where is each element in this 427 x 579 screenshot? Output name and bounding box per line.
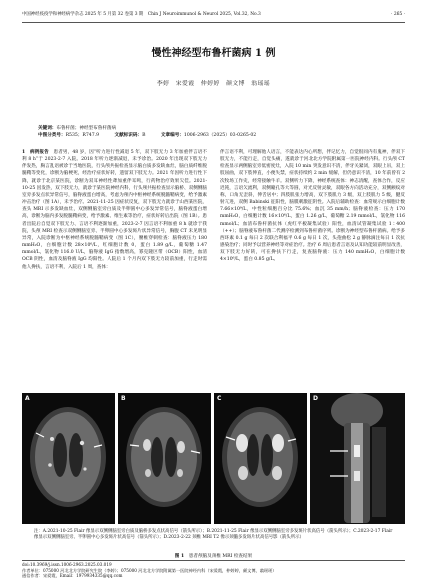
doc-code-value: B [142, 132, 146, 138]
panel-label: B [121, 395, 126, 402]
brain-mri-image [214, 393, 307, 524]
section-heading: 1 病例报告 [22, 150, 49, 155]
body-left-column [22, 149, 207, 271]
body-right-column [220, 149, 405, 264]
spine-mri-image [310, 393, 405, 524]
article-title: 慢性神经型布鲁杆菌病 1 例 [151, 48, 276, 59]
figure-title [0, 553, 427, 559]
corresponding-author: 通信作者：宋爱霞，Email：1979934335@qq.com [22, 573, 123, 579]
figure-caption: 注：A.2021-10-25 Flair 像显示双侧侧脑室旁白质及脑桥多发点状高信号（箭头所示）；B.2021-11-25 Flair 像显示双侧侧脑室旁多发斑片状高信号（箭头所示）；C.2023-2-17 Flair 像显示双侧侧脑室旁、半卵圆中心多发斑片状高信号（箭头所示）；D.2023-2-22 颈椎 MRI T2 像示颈髓多发斑片状高信号影（箭头所示） [34, 529, 393, 541]
brain-mri-image [22, 393, 115, 524]
article-meta [38, 126, 398, 139]
keywords-label: 关键词： [38, 126, 57, 131]
author-list: 李婷 宋爱霞 仲婷婷 颜文博 翁瑶瑶 [156, 81, 271, 87]
clc-value: R535；R747.9 [65, 132, 100, 138]
clc-label: 中图分类号： [38, 132, 66, 138]
mri-panel-d [310, 393, 405, 524]
mri-figure [22, 393, 405, 526]
keywords-row [38, 126, 398, 133]
doi: doi:10.3969/j.issn.1006-2963.2025.03.019 [22, 562, 112, 567]
figure-label: 图 1 [174, 554, 185, 559]
mri-panel-b [118, 393, 211, 524]
classification-row [38, 133, 398, 140]
panel-label: D [313, 395, 318, 402]
body-paragraph: 伴言语不利，可理解他人语言，不能表达内心所想，伴记忆力，自觉很同内有鬼神，伴双下肢无力，不能行走，自觉头痛，遂就诊于河北北方学院附属第一医院神经内科。行头颅 CT 检查显示两侧脑室旁低密度灶，入院 10 min 突发意识不清，伴牙关紧闭，双眼上吊，双上肢屈曲，双下肢伸直，小便失禁，症状持续约 2 min 缓解，但仍意识不清，10 年前曾有 2 次牧场工作史，经常接触牛羊。双侧听力下降，神经系统查体：神志清醒，查体合作，反应迟钝，言语欠流利，双侧瞳孔等大等圆，对光反射灵敏，双眼各方向活动充分，双侧额纹对称，口角无歪斜，伸舌居中；四肢肌张力增高，双下肢肌力 3 级，双上肢肌力 5 级，腱反射亢进，双侧 Babinski 征阳性，脑膜刺激征阴性。入院后辅助检查：血常规示白细胞计数 7.66×10⁹/L，中性粒细胞百分比 75.6%；血沉 35 mm/h；脑脊液检查：压力 170 mmH₂O，白细胞计数 16×10⁶/L，蛋白 1.26 g/L，葡萄糖 2.19 mmol/L，氯化物 116 mmol/L；血清布鲁杆菌抗体（虎红平板凝集试验）阳性，血清试管凝集试验 1∶400（++）；脑脊液布鲁杆菌二代测序检测到布鲁杆菌序列。诊断为神经型布鲁杆菌病。给予多西环素 0.1 g 每日 2 次联合利福平 0.6 g 每日 1 次，头孢曲松 2 g 静脉滴注每日 1 次抗感染治疗；同时予以营养神经等对症治疗。治疗 6 周后患者言语及认知功能较前明显改善，双下肢无力好转，可在搀扶下行走，复查脑脊液：压力 140 mmH₂O，白细胞计数 4×10⁶/L，蛋白 0.85 g/L。 [220, 150, 406, 263]
body-paragraph: 患者男，48 岁，因“听力进行性减退 5 年，双下肢无力 3 年加重伴言语不利 8 h”于 2023-2-7 入院。2018 年听力逐渐减退，未予诊治。2020 年出现双下肢无力伴发热，胸言乱语被诊于当地医院，行头颅共振检查显示脑白质多发缺血灶，脑白质纤维脱髓鞘等变化，诊断为脑梗死，经治疗症状好转，遗留双下肢无力。2021 年因听力进行性下降，就诊于北京某医院，诊断为双耳神经性聋加重伴耳鸣，行药物治疗效果欠佳。2021-10-25 因发热，双下肢无力，就诊于某医院神经内科，行头颅共振检查显示脑桥、双侧侧脑室旁多发点状异常信号，脑脊液蛋白增高，考虑为颅内中枢神经系统脱髓鞘病变，给予激素冲击治疗（图 1A），未予治疗。2021-11-25 因症状反复，双下肢无力就诊于山西某医院，查头 MRI 示多发缺血灶，双侧侧脑室旁白质及半卵圆中心多发异常信号，脑脊液蛋白增高，诊断为脑内多发脱髓鞘病变，给予激素、维生素等治疗，症状好转后出院（图 1B）。患者出院后自觉双下肢无力、言语不利逐渐加重，2023-2-7 因言语不利加重 8 h 就诊于我院，头颅 MRI 检查示双侧侧脑室旁、半卵圆中心多发斑片状异常信号，胸腹 CT 未见明显异常，入院诊断为中枢神经系统脱髓鞘病变（图 1C），腰椎穿刺检查：脑脊液压力 180 mmH₂O，白细胞计数 28×10⁶/L，红细胞计数 0，蛋白 1.89 g/L，葡萄糖 1.47 mmol/L，氯化物 116.0 U/L，脑脊液 IgG 指数增高，寡克隆区带（OCB）阳性，血清 OCB 阴性，血清及脑脊液 IgG 均阳性。人院后 1 个月内双下肢无力较前加重，行走时需他人搀扶，言语不利，入院后 1 周，查体： [22, 150, 208, 270]
journal-header: 中国神经疫疫学和神经病学杂志 2025 年 5 月第 32 卷第 3 期 Chin J Neuroimmunol & Neurol 2025, Vol.32, No.3 [22, 12, 261, 17]
keywords-value: 布鲁杆菌；神经型布鲁杆菌病 [56, 126, 117, 131]
article-number-value: 1006-2963（2025）03-0265-02 [183, 132, 257, 138]
doc-code-label: 文献标识码： [114, 132, 143, 138]
article-number-label: 文章编号： [160, 132, 184, 138]
panel-label: A [25, 395, 30, 402]
mri-panel-a [22, 393, 115, 524]
figure-title-text: 患者颅脑及颈椎 MRI 检查结果 [188, 554, 253, 559]
mri-panel-c [214, 393, 307, 524]
footnote [22, 560, 405, 579]
brain-mri-image [118, 393, 211, 524]
page-number: · 265 · [391, 12, 405, 17]
running-header [22, 10, 405, 23]
author-units: 作者单位：075000 河北北方学院研究生院（李婷）；075000 河北北方学院附属第一医院神经内科（宋爱霞，仲婷婷，颜文博，翁瑶瑶） [22, 567, 277, 573]
panel-label: C [217, 395, 222, 402]
